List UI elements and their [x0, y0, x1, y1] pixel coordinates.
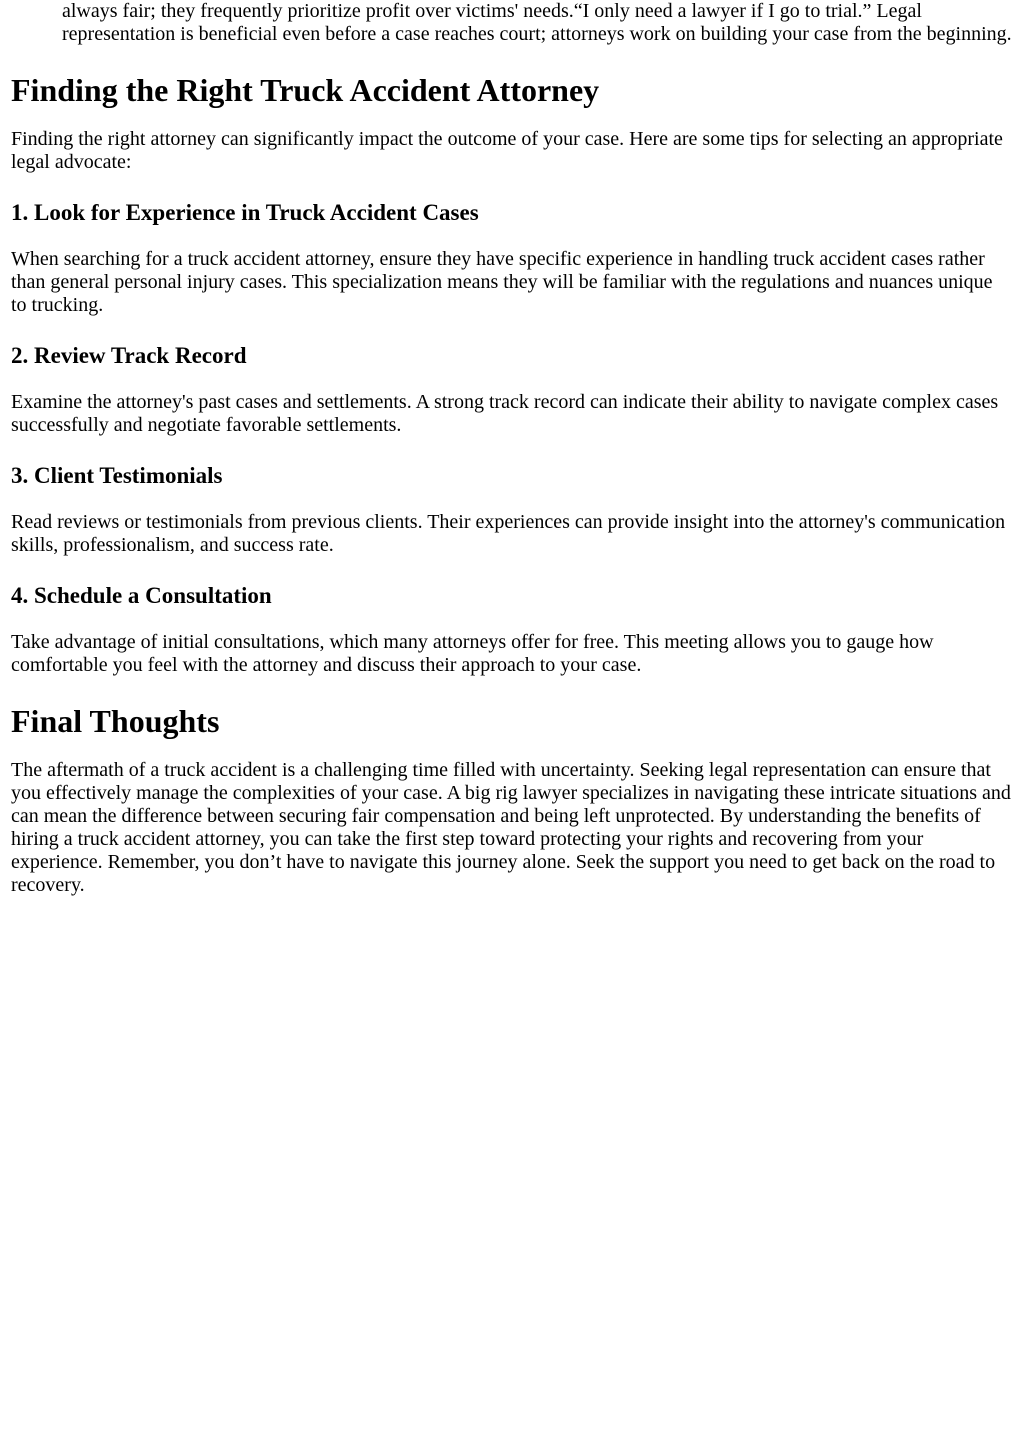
subheading-testimonials: 3. Client Testimonials [11, 463, 223, 488]
paragraph-final-thoughts: The aftermath of a truck accident is a challenging time filled with uncertainty. Seeking legal representation can ensure that you effectively manage the complexities of your case. A big rig lawyer specializes in navigating these intricate situations and can mean the difference between securing fair compensation and being left unprotected. By understanding the benefits of hiring a truck accident attorney, you can take the first step toward protecting your rights and recovering from your experience. Remember, you don’t have to navigate this journey alone. Seek the support you need to get back on the road to recovery. [11, 759, 1011, 896]
subheading-experience: 1. Look for Experience in Truck Accident Cases [11, 200, 479, 225]
paragraph-consultation: Take advantage of initial consultations, which many attorneys offer for free. This meeting allows you to gauge how comfortable you feel with the attorney and discuss their approach to your case. [11, 631, 934, 676]
paragraph-track-record: Examine the attorney's past cases and settlements. A strong track record can indicate their ability to navigate complex cases successfully and negotiate favorable settlements. [11, 391, 999, 436]
paragraph-experience: When searching for a truck accident attorney, ensure they have specific experience in handling truck accident cases rather than general personal injury cases. This specialization means they will be familiar with the regulations and nuances unique to trucking. [11, 248, 993, 316]
section-intro-paragraph: Finding the right attorney can significantly impact the outcome of your case. Here are some tips for selecting an appropriate legal advocate: [11, 128, 1003, 173]
subheading-track-record: 2. Review Track Record [11, 343, 247, 368]
section-heading-finding-attorney: Finding the Right Truck Accident Attorney [11, 72, 600, 108]
paragraph-testimonials: Read reviews or testimonials from previous clients. Their experiences can provide insight into the attorney's communication skills, professionalism, and success rate. [11, 511, 1006, 556]
list-item-text: always fair; they frequently prioritize profit over victims' needs.“I only need a lawyer if I go to trial.” Legal representation is beneficial even before a case reaches court; attorneys work on building your case from the beginning. [62, 0, 1012, 45]
list-item-continuation [11, 0, 1013, 46]
subheading-consultation: 4. Schedule a Consultation [11, 583, 272, 608]
section-heading-final-thoughts: Final Thoughts [11, 703, 220, 739]
